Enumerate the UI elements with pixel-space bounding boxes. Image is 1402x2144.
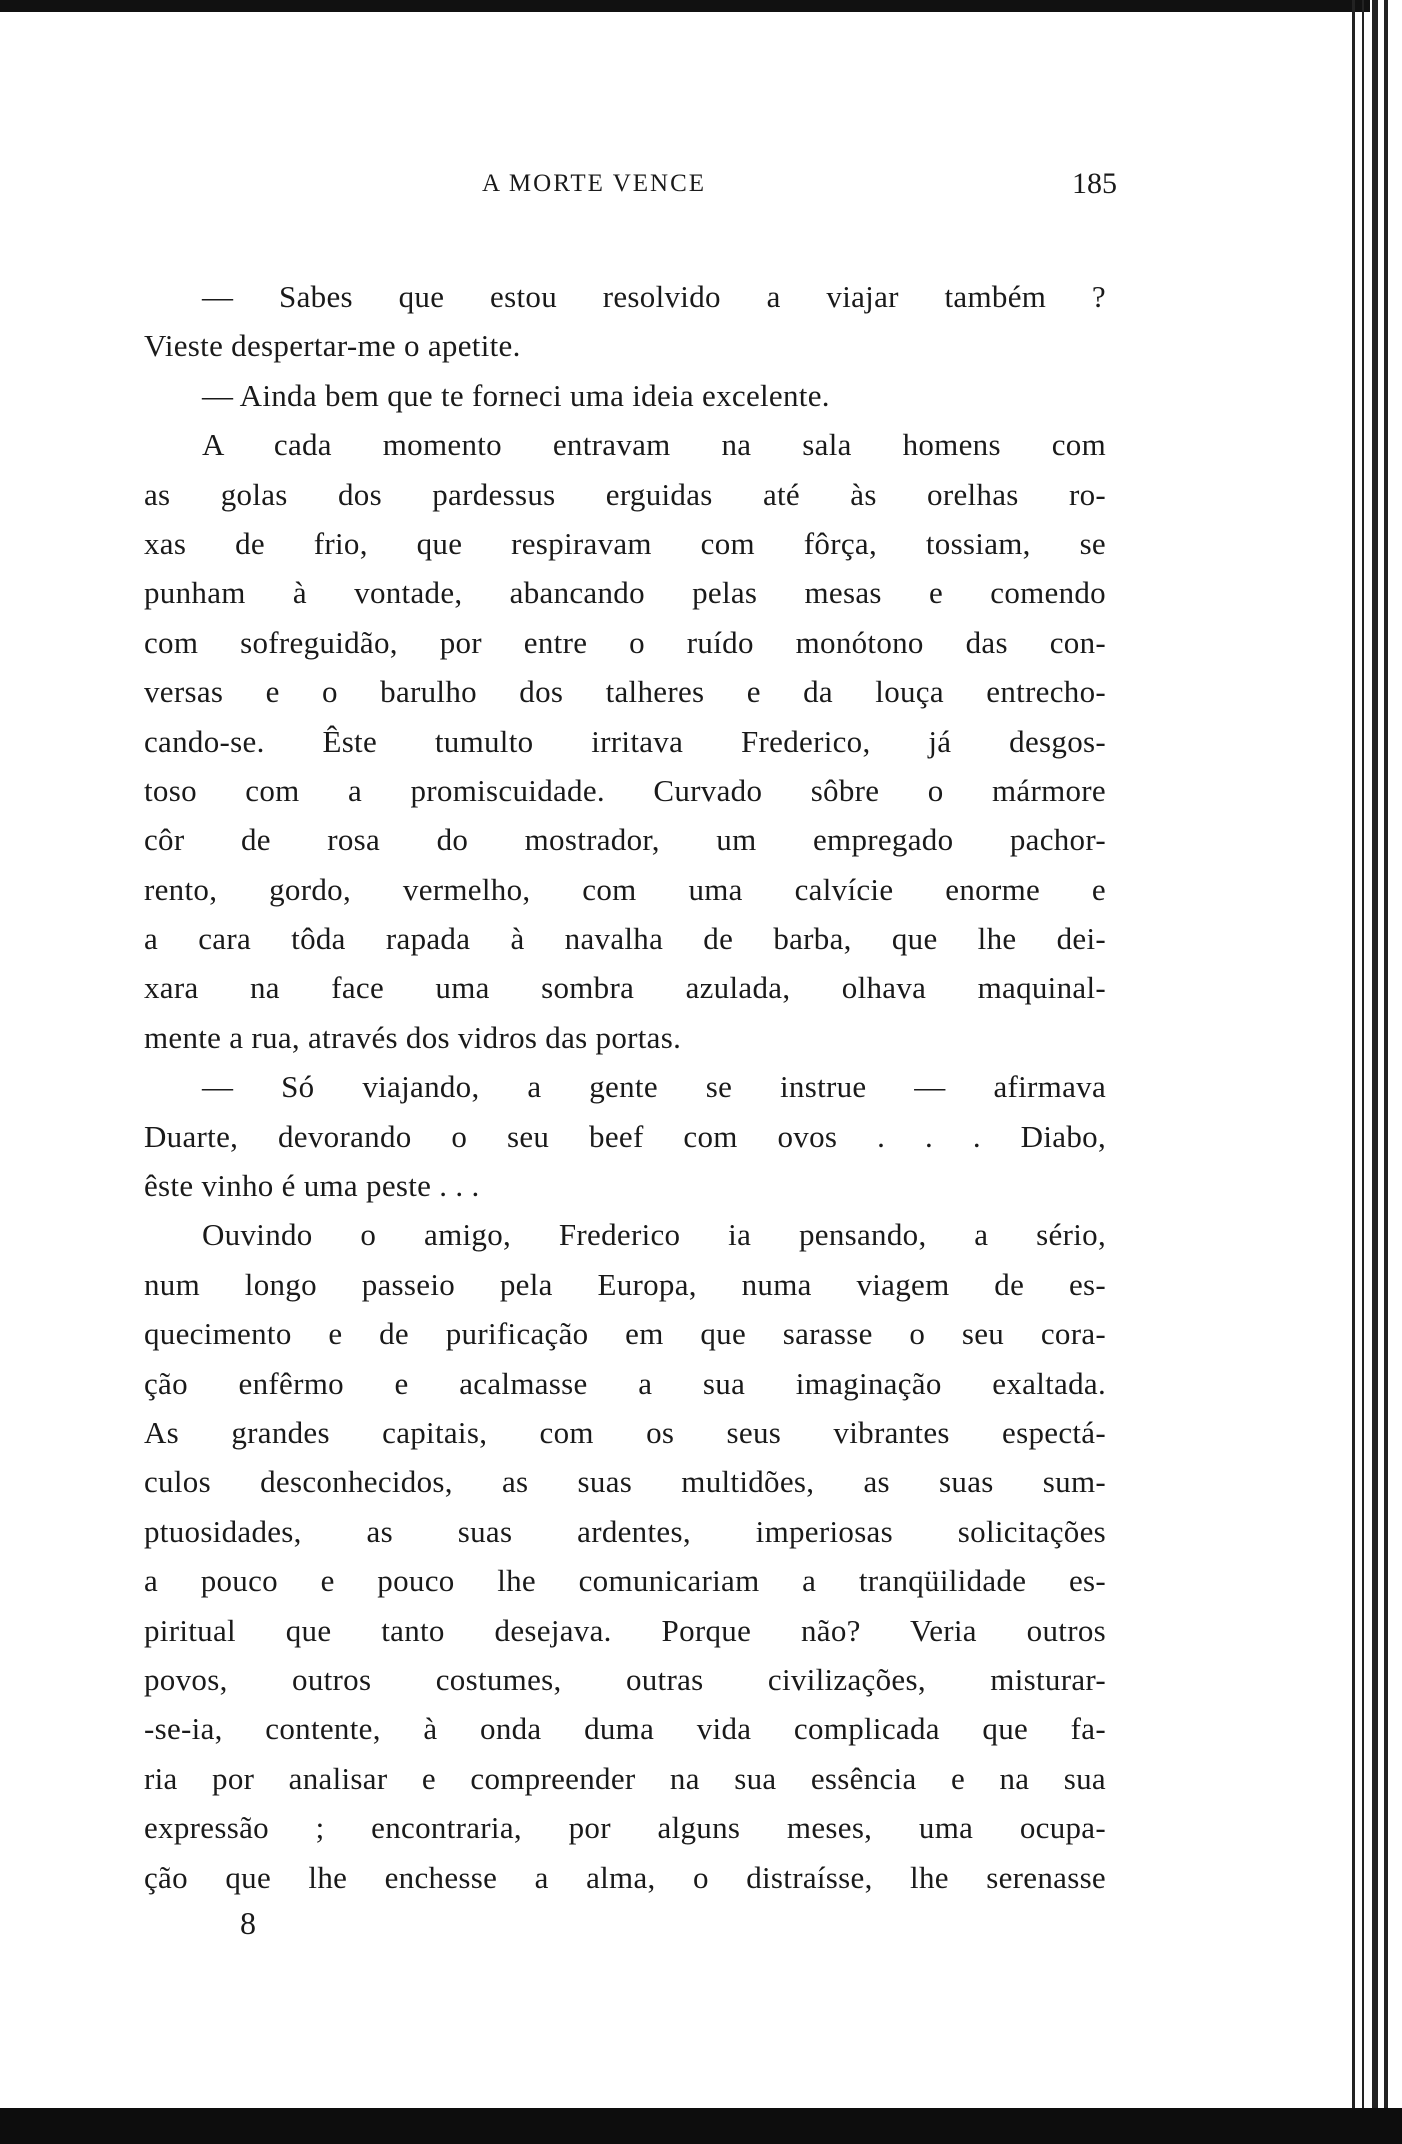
text-line: ção enfêrmo e acalmasse a sua imaginação exaltada. xyxy=(144,1365,1106,1401)
text-line: quecimento e de purificação em que sarasse o seu cora- xyxy=(144,1316,1106,1352)
scan-bottom-edge xyxy=(0,2108,1402,2144)
text-line: versas e o barulho dos talheres e da louça entrecho- xyxy=(144,674,1106,710)
text-line: Ouvindo o amigo, Frederico ia pensando, a sério, xyxy=(202,1217,1106,1253)
text-line: mente a rua, através dos vidros das portas. xyxy=(144,1019,682,1055)
text-line: toso com a promiscuidade. Curvado sôbre o mármore xyxy=(144,772,1106,808)
text-line: a cara tôda rapada à navalha de barba, que lhe dei- xyxy=(144,921,1106,957)
text-line: xas de frio, que respiravam com fôrça, tossiam, se xyxy=(144,525,1106,561)
text-line: com sofreguidão, por entre o ruído monótono das con- xyxy=(144,624,1106,660)
text-line: Duarte, devorando o seu beef com ovos . . . Diabo, xyxy=(144,1118,1106,1154)
running-head-title: A MORTE VENCE xyxy=(482,170,707,197)
page-number: 185 xyxy=(1072,167,1117,200)
text-line: as golas dos pardessus erguidas até às orelhas ro- xyxy=(144,476,1106,512)
text-line: A cada momento entravam na sala homens com xyxy=(202,427,1106,463)
text-line: piritual que tanto desejava. Porque não? Veria outros xyxy=(144,1612,1106,1648)
text-line: povos, outros costumes, outras civilizações, misturar- xyxy=(144,1661,1106,1697)
scan-top-edge xyxy=(0,0,1370,12)
text-line: côr de rosa do mostrador, um empregado pachor- xyxy=(144,822,1106,858)
body-text xyxy=(144,272,1106,1902)
text-line: num longo passeio pela Europa, numa viagem de es- xyxy=(144,1266,1106,1302)
text-line: — Só viajando, a gente se instrue — afirmava xyxy=(202,1069,1106,1105)
text-line: ção que lhe enchesse a alma, o distraísse, lhe serenasse xyxy=(144,1859,1106,1895)
running-head xyxy=(0,167,1402,210)
scan-right-edge xyxy=(1384,0,1388,2110)
text-line: êste vinho é uma peste . . . xyxy=(144,1168,480,1204)
text-line: Vieste despertar-me o apetite. xyxy=(144,328,521,364)
text-line: rento, gordo, vermelho, com uma calvície enorme e xyxy=(144,871,1106,907)
text-line: — Ainda bem que te forneci uma ideia excelente. xyxy=(202,377,830,413)
text-line: a pouco e pouco lhe comunicariam a tranqüilidade es- xyxy=(144,1563,1106,1599)
scan-right-edge xyxy=(1372,0,1378,2110)
text-line: ptuosidades, as suas ardentes, imperiosas solicitações xyxy=(144,1513,1106,1549)
text-line: As grandes capitais, com os seus vibrantes espectá- xyxy=(144,1414,1106,1450)
text-line: expressão ; encontraria, por alguns meses, uma ocupa- xyxy=(144,1810,1106,1846)
text-line: culos desconhecidos, as suas multidões, as suas sum- xyxy=(144,1464,1106,1500)
text-line: cando-se. Êste tumulto irritava Frederico, já desgos- xyxy=(144,723,1106,759)
text-line: ria por analisar e compreender na sua essência e na sua xyxy=(144,1760,1106,1796)
text-line: punham à vontade, abancando pelas mesas e comendo xyxy=(144,575,1106,611)
text-line: xara na face uma sombra azulada, olhava maquinal- xyxy=(144,970,1106,1006)
text-line: — Sabes que estou resolvido a viajar também ? xyxy=(202,279,1106,314)
scan-right-edge xyxy=(1352,0,1355,2110)
text-line: -se-ia, contente, à onda duma vida complicada que fa- xyxy=(144,1711,1106,1747)
scan-right-edge xyxy=(1362,0,1364,2110)
signature-mark: 8 xyxy=(240,1905,256,1941)
